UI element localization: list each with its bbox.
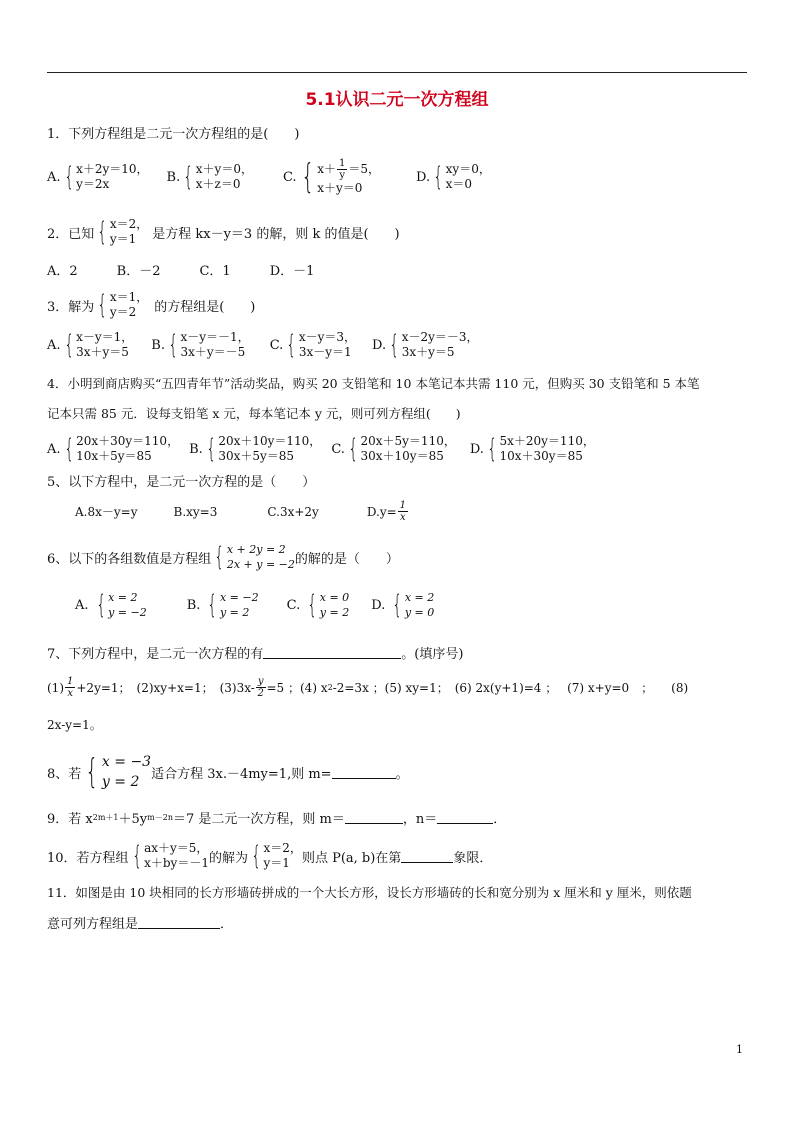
q6-b-eq1: x = −2 bbox=[219, 591, 259, 604]
q9-post: ＝7 是二元一次方程，则 m＝ bbox=[172, 812, 345, 827]
q2-pre: 2．已知 bbox=[47, 226, 95, 242]
q3-c-eq2: 3x－y＝1 bbox=[298, 345, 352, 359]
q6-eq2: 2x + y = −2 bbox=[226, 558, 295, 571]
brace-icon: { bbox=[95, 590, 106, 620]
q4-option-c bbox=[331, 434, 456, 464]
q10-end: 象限． bbox=[453, 850, 493, 866]
brace-icon: { bbox=[487, 434, 498, 464]
q8-post: 适合方程 3x.－4my=1,则 m= bbox=[151, 766, 332, 782]
q7-item1-label: (1) bbox=[47, 680, 64, 695]
q5-option-b: B.xy=3 bbox=[173, 504, 218, 519]
brace-icon: { bbox=[389, 330, 400, 360]
q6-b-label: B. bbox=[186, 597, 201, 613]
q3-d-eq2: 3x＋y＝5 bbox=[401, 345, 455, 359]
q10-sol2: y＝1 bbox=[263, 856, 290, 870]
q3-a-label: A. bbox=[47, 337, 61, 353]
q10-sol1: x＝2， bbox=[263, 841, 302, 855]
brace-icon: { bbox=[348, 434, 359, 464]
q6-c-eq2: y = 2 bbox=[319, 606, 350, 619]
q3-a-eq2: 3x＋y＝5 bbox=[76, 345, 129, 359]
q6-option-d bbox=[371, 590, 434, 620]
q4-d-eq2: 10x＋30y＝85 bbox=[499, 449, 583, 463]
q7-items-end: -2=3x ；(5) xy=1； (6) 2x(y+1)=4 ； (7) x+y=0 ； (8) bbox=[332, 681, 689, 695]
brace-icon: { bbox=[206, 434, 217, 464]
q9-sup1: 2m＋1 bbox=[92, 813, 119, 822]
q3-eq1: x＝1， bbox=[109, 290, 149, 304]
brace-icon: { bbox=[214, 542, 225, 572]
brace-icon: { bbox=[63, 330, 74, 360]
q6-a-eq1: x = 2 bbox=[108, 591, 138, 604]
brace-icon: { bbox=[307, 590, 318, 620]
q7-item4-sup: 2 bbox=[327, 683, 333, 692]
q5-option-a: A.8x－y=y bbox=[75, 505, 138, 519]
q6-stem-post: 的解的是（ ） bbox=[294, 551, 399, 567]
q10-eq2: x＋by＝－1 bbox=[144, 856, 209, 870]
q8-end: 。 bbox=[395, 766, 409, 782]
page-title: 5.1认识二元一次方程组 bbox=[305, 90, 489, 110]
q3-d-eq1: x－2y＝－3， bbox=[401, 330, 479, 344]
q4-b-label: B. bbox=[189, 441, 203, 457]
q8-pre: 8、若 bbox=[47, 766, 82, 782]
q7-item1-num: 1 bbox=[67, 676, 74, 687]
q6-a-eq2: y = −2 bbox=[108, 606, 147, 619]
q6-options bbox=[75, 590, 434, 620]
q9-sup2: m－2n bbox=[147, 813, 173, 822]
page-number: 1 bbox=[736, 1043, 743, 1056]
q1-option-d bbox=[416, 162, 491, 192]
q3-a-eq1: x－y＝1， bbox=[76, 330, 134, 344]
q7-items-mid: +2y=1； (2)xy+x=1； (3)3x- bbox=[76, 681, 255, 695]
q9-mid2: ，n＝ bbox=[402, 812, 438, 827]
q3-stem bbox=[47, 290, 255, 320]
q3-c-label: C. bbox=[269, 337, 284, 353]
q9-n-blank[interactable] bbox=[437, 811, 493, 824]
q10 bbox=[47, 841, 492, 871]
q4-a-label: A. bbox=[47, 441, 61, 457]
q4-d-eq1: 5x＋20y＝110， bbox=[499, 434, 595, 448]
q1-option-c bbox=[283, 158, 380, 196]
q9-mid: ＋5y bbox=[118, 812, 148, 827]
q4-option-a bbox=[47, 434, 179, 464]
q4-b-eq1: 20x＋10y＝110， bbox=[218, 434, 322, 448]
q4-option-b bbox=[189, 434, 321, 464]
q3-b-eq1: x－y＝－1， bbox=[180, 330, 250, 344]
q7-item1-den: x bbox=[67, 688, 73, 699]
q4-b-eq2: 30x＋5y＝85 bbox=[218, 449, 295, 463]
q6-eq1: x + 2y = 2 bbox=[226, 543, 286, 556]
q4-line1: 4．小明到商店购买“五四青年节”活动奖品，购买 20 支铅笔和 10 本笔记本共需 110 元，但购买 30 支铅笔和 5 本笔 bbox=[47, 376, 700, 391]
q3-option-d bbox=[372, 330, 478, 360]
q7-item3-num: y bbox=[257, 676, 264, 687]
header-rule bbox=[47, 72, 747, 73]
q1-a-label: A. bbox=[47, 169, 61, 185]
q5-stem: 5、以下方程中，是二元一次方程的是（ ） bbox=[47, 475, 316, 490]
q3-b-label: B. bbox=[151, 337, 165, 353]
q11-line1: 11．如图是由 10 块相同的长方形墙砖拼成的一个大长方形，设长方形墙砖的长和宽分别为 x 厘米和 y 厘米，则依题 bbox=[47, 885, 692, 900]
q7-item3-den: 2 bbox=[257, 688, 264, 699]
q7-answer-blank[interactable] bbox=[263, 646, 401, 659]
q1-b-eq2: x＋z＝0 bbox=[195, 177, 241, 191]
q2-post: 是方程 kx－y＝3 的解，则 k 的值是( ) bbox=[152, 226, 400, 242]
q1-stem: 1．下列方程组是二元一次方程组的是( ) bbox=[47, 127, 300, 142]
q6-a-label: A. bbox=[75, 597, 89, 613]
q11-answer-blank[interactable] bbox=[138, 916, 220, 929]
q1-c-label: C. bbox=[282, 169, 297, 185]
q8-answer-blank[interactable] bbox=[332, 766, 396, 779]
q9-m-blank[interactable] bbox=[345, 811, 403, 824]
q5-d-frac-den: x bbox=[400, 512, 406, 523]
q3-option-a bbox=[47, 330, 133, 360]
q1-d-eq1: xy＝0， bbox=[445, 162, 491, 176]
q1-b-label: B. bbox=[166, 169, 181, 185]
q7-stem-post: 。(填序号) bbox=[401, 647, 464, 662]
q7-items bbox=[47, 676, 688, 699]
q11-line2-pre: 意可列方程组是 bbox=[47, 917, 139, 932]
q5-option-c: C.3x+2y bbox=[267, 504, 319, 519]
q7-line2: 2x-y=1。 bbox=[47, 718, 102, 732]
q8-eq2: y = 2 bbox=[101, 774, 140, 790]
q1-c-eq1-a: x＋ bbox=[317, 162, 336, 176]
q4-c-eq2: 30x＋10y＝85 bbox=[360, 449, 444, 463]
q11-end: ． bbox=[220, 917, 234, 932]
brace-icon: { bbox=[85, 752, 99, 792]
q4-line2: 记本只需 85 元．设每支铅笔 x 元，每本笔记本 y 元，则可列方程组( ) bbox=[47, 406, 461, 421]
q3-pre: 3．解为 bbox=[47, 299, 95, 315]
q4-c-eq1: 20x＋5y＝110， bbox=[360, 434, 456, 448]
q6-d-label: D. bbox=[371, 597, 386, 613]
q6-d-eq2: y = 0 bbox=[404, 606, 435, 619]
brace-icon: { bbox=[300, 157, 314, 197]
q10-eq1: ax＋y＝5， bbox=[144, 841, 209, 855]
q5-option-d: D.y= bbox=[366, 504, 397, 519]
q10-answer-blank[interactable] bbox=[401, 850, 453, 863]
q1-d-eq2: x＝0 bbox=[445, 177, 473, 191]
q6-c-label: C. bbox=[286, 597, 301, 613]
q7-items-mid2: =5 ；(4) x bbox=[266, 681, 328, 695]
q4-a-eq1: 20x＋30y＝110， bbox=[76, 434, 180, 448]
q1-c-frac-num: 1 bbox=[339, 158, 346, 169]
q7-stem-pre: 7、下列方程中，是二元一次方程的有 bbox=[47, 647, 264, 662]
q3-options bbox=[47, 330, 479, 360]
q1-c-eq2: x＋y＝0 bbox=[317, 181, 363, 195]
brace-icon: { bbox=[286, 330, 297, 360]
q6-d-eq1: x = 2 bbox=[404, 591, 435, 604]
q2-stem bbox=[47, 217, 400, 247]
q4-a-eq2: 10x＋5y＝85 bbox=[76, 449, 152, 463]
q3-post: 的方程组是( ) bbox=[154, 299, 256, 315]
q8 bbox=[47, 752, 409, 792]
q4-options bbox=[47, 434, 595, 464]
q10-mid: 的解为 bbox=[208, 850, 248, 866]
q1-options bbox=[47, 158, 491, 196]
q1-a-eq1: x＋2y＝10， bbox=[76, 162, 149, 176]
q7-stem bbox=[47, 643, 463, 662]
q9 bbox=[47, 808, 506, 827]
q6-b-eq2: y = 2 bbox=[219, 606, 250, 619]
q1-option-a bbox=[47, 162, 149, 192]
q1-option-b bbox=[167, 162, 253, 192]
q2-options: A．2 B．－2 C．1 D．－1 bbox=[47, 264, 315, 279]
q5-options bbox=[75, 500, 409, 523]
q6-option-b bbox=[187, 590, 259, 620]
q9-end: ． bbox=[493, 812, 507, 827]
q3-c-eq1: x－y＝3， bbox=[298, 330, 357, 344]
q3-d-label: D. bbox=[372, 337, 387, 353]
q6-c-eq1: x = 0 bbox=[319, 591, 350, 604]
brace-icon: { bbox=[63, 434, 74, 464]
q6-stem-pre: 6、以下的各组数值是方程组 bbox=[47, 551, 212, 567]
q2-eq2: y＝1 bbox=[109, 232, 137, 246]
q4-d-label: D. bbox=[469, 441, 484, 457]
q10-post: 则点 P(a, b)在第 bbox=[301, 850, 402, 866]
q1-b-eq1: x＋y＝0， bbox=[195, 162, 253, 176]
brace-icon: { bbox=[207, 590, 218, 620]
q2-eq1: x＝2， bbox=[109, 217, 149, 231]
q6-option-c bbox=[287, 590, 350, 620]
q6-stem bbox=[47, 542, 399, 572]
q10-pre: 10．若方程组 bbox=[47, 850, 129, 866]
brace-icon: { bbox=[251, 841, 262, 871]
q4-option-d bbox=[470, 434, 595, 464]
brace-icon: { bbox=[97, 217, 108, 247]
q1-c-eq1-b: ＝5， bbox=[348, 162, 381, 176]
q3-option-c bbox=[270, 330, 356, 360]
q3-eq2: y＝2 bbox=[109, 305, 137, 319]
brace-icon: { bbox=[63, 162, 74, 192]
q11-line2 bbox=[47, 913, 233, 932]
q9-pre: 9．若 x bbox=[47, 812, 93, 827]
brace-icon: { bbox=[168, 330, 179, 360]
q8-eq1: x = −3 bbox=[101, 754, 152, 770]
q5-d-frac-num: 1 bbox=[399, 500, 407, 511]
q3-option-b bbox=[151, 330, 249, 360]
brace-icon: { bbox=[97, 290, 108, 320]
brace-icon: { bbox=[392, 590, 403, 620]
q6-option-a bbox=[75, 590, 147, 620]
q4-c-label: C. bbox=[331, 441, 345, 457]
q3-b-eq2: 3x＋y＝－5 bbox=[180, 345, 246, 359]
q1-c-frac-den: y bbox=[339, 170, 346, 181]
q1-d-label: D. bbox=[416, 169, 431, 185]
brace-icon: { bbox=[131, 841, 142, 871]
brace-icon: { bbox=[183, 162, 194, 192]
brace-icon: { bbox=[433, 162, 444, 192]
q1-a-eq2: y＝2x bbox=[76, 177, 110, 191]
